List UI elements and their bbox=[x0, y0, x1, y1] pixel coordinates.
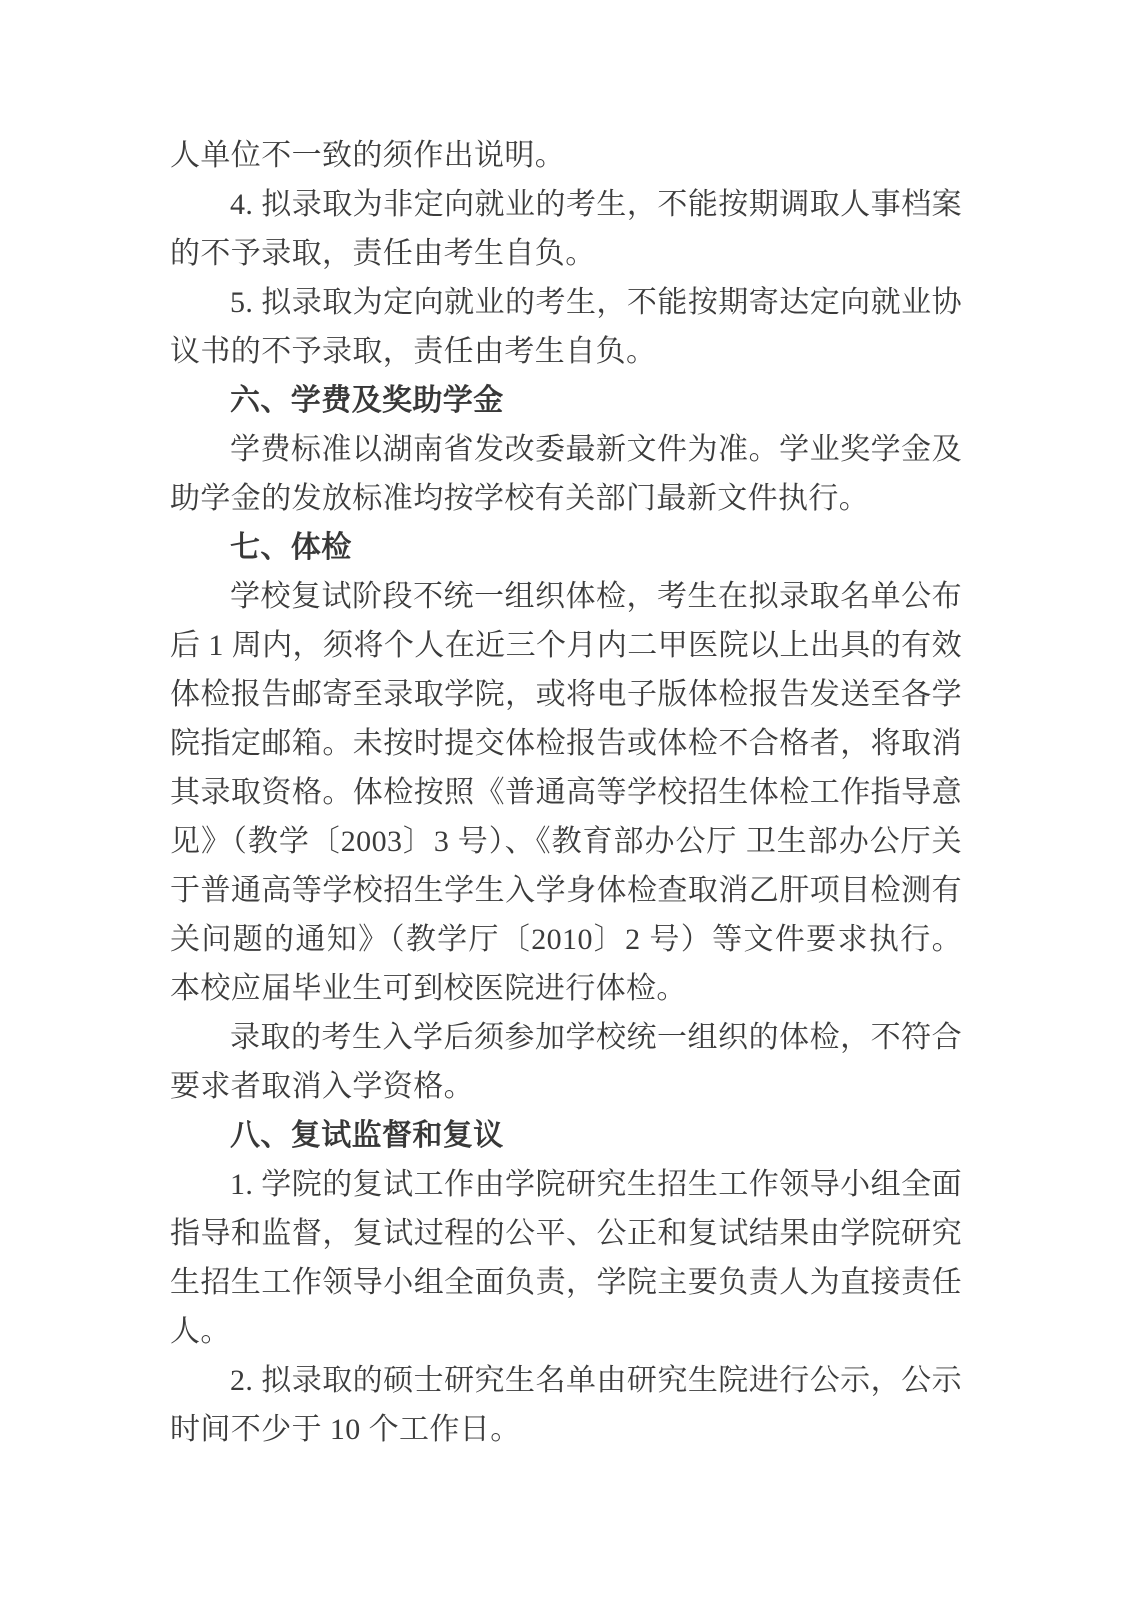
paragraph-enrollment-exam: 录取的考生入学后须参加学校统一组织的体检，不符合要求者取消入学资格。 bbox=[170, 1021, 962, 1103]
section-heading-tuition-scholarship: 六、学费及奖助学金 bbox=[230, 384, 504, 417]
paragraph-continuation: 人单位不一致的须作出说明。 bbox=[170, 139, 566, 172]
section-heading-supervision: 八、复试监督和复议 bbox=[230, 1119, 504, 1152]
document-content bbox=[170, 131, 962, 1454]
paragraph-supervision-1: 1. 学院的复试工作由学院研究生招生工作领导小组全面指导和监督，复试过程的公平、公正和复试结果由学院研究生招生工作领导小组全面负责，学院主要负责人为直接责任人。 bbox=[170, 1168, 962, 1348]
paragraph-publicity-2: 2. 拟录取的硕士研究生名单由研究生院进行公示，公示时间不少于 10 个工作日。 bbox=[170, 1364, 962, 1446]
paragraph-item-4: 4. 拟录取为非定向就业的考生，不能按期调取人事档案的不予录取，责任由考生自负。 bbox=[170, 188, 962, 270]
paragraph-tuition: 学费标准以湖南省发改委最新文件为准。学业奖学金及助学金的发放标准均按学校有关部门最新文件执行。 bbox=[170, 433, 962, 515]
paragraph-physical-exam: 学校复试阶段不统一组织体检，考生在拟录取名单公布后 1 周内，须将个人在近三个月内二甲医院以上出具的有效体检报告邮寄至录取学院，或将电子版体检报告发送至各学院指定邮箱。未按时提交体检报告或体检不合格者，将取消其录取资格。体检按照《普通高等学校招生体检工作指导意见》（教学〔2003〕3 号）、《教育部办公厅 卫生部办公厅关于普通高等学校招生学生入学身体检查取消乙肝项目检测有关问题的通知》（教学厅〔2010〕2 号）等文件要求执行。本校应届毕业生可到校医院进行体检。 bbox=[170, 580, 962, 1005]
section-heading-physical-exam: 七、体检 bbox=[230, 531, 352, 564]
paragraph-item-5: 5. 拟录取为定向就业的考生，不能按期寄达定向就业协议书的不予录取，责任由考生自负。 bbox=[170, 286, 962, 368]
